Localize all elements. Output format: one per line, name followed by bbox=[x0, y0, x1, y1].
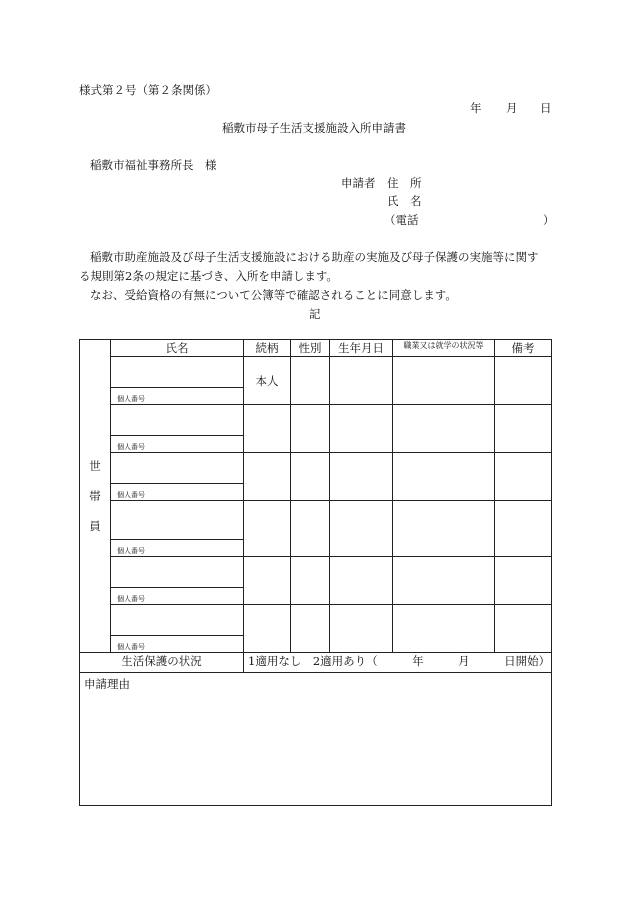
body-paragraph-2: なお、受給資格の有無について公簿等で確認されることに同意します。 bbox=[90, 288, 457, 302]
member-name-field[interactable] bbox=[111, 501, 244, 540]
personal-number-field[interactable] bbox=[111, 540, 244, 557]
phone-close: ） bbox=[543, 213, 555, 227]
remarks-field[interactable] bbox=[495, 357, 552, 405]
household-label bbox=[80, 340, 111, 653]
member-name-field[interactable] bbox=[111, 557, 244, 588]
remarks-field[interactable] bbox=[495, 405, 552, 453]
occupation-field[interactable] bbox=[393, 453, 495, 501]
occupation-field[interactable] bbox=[393, 605, 495, 653]
header-name: 氏名 bbox=[111, 340, 244, 357]
table-row bbox=[80, 605, 552, 636]
birthdate-field[interactable] bbox=[330, 453, 393, 501]
applicant-label: 申請者 bbox=[341, 176, 376, 190]
date-month: 月 bbox=[506, 101, 518, 115]
relation-field[interactable] bbox=[244, 405, 291, 453]
personal-number-label: 個人番号 bbox=[117, 643, 145, 651]
relation-field[interactable] bbox=[244, 605, 291, 653]
welfare-status-label: 生活保護の状況 bbox=[80, 653, 244, 673]
member-name-field[interactable] bbox=[111, 453, 244, 484]
gender-field[interactable] bbox=[291, 357, 330, 405]
relation-field[interactable] bbox=[244, 501, 291, 557]
remarks-field[interactable] bbox=[495, 501, 552, 557]
welfare-status-row bbox=[80, 653, 552, 673]
date-year: 年 bbox=[470, 101, 482, 115]
body-paragraph-1-line1: 稲敷市助産施設及び母子生活支援施設における助産の実施及び母子保護の実施等に関す bbox=[90, 250, 539, 264]
gender-field[interactable] bbox=[291, 453, 330, 501]
table-row bbox=[80, 501, 552, 540]
member-name-field[interactable] bbox=[111, 357, 244, 388]
ki-label: 記 bbox=[309, 307, 321, 321]
personal-number-label: 個人番号 bbox=[117, 491, 145, 499]
household-char: 帯 bbox=[89, 489, 101, 503]
header-birthdate: 生年月日 bbox=[330, 340, 393, 357]
reason-label: 申請理由 bbox=[84, 677, 130, 691]
birthdate-field[interactable] bbox=[330, 557, 393, 605]
member-name-field[interactable] bbox=[111, 405, 244, 436]
personal-number-label: 個人番号 bbox=[117, 547, 145, 555]
personal-number-field[interactable] bbox=[111, 388, 244, 405]
remarks-field[interactable] bbox=[495, 453, 552, 501]
occupation-field[interactable] bbox=[393, 501, 495, 557]
household-char: 世 bbox=[89, 459, 101, 473]
date-day: 日 bbox=[540, 101, 552, 115]
document-title: 稲敷市母子生活支援施設入所申請書 bbox=[222, 121, 406, 135]
relation-field[interactable] bbox=[244, 557, 291, 605]
reason-row bbox=[80, 673, 552, 806]
welfare-status-field[interactable]: 1適用なし 2適用あり（ 年 月 日開始） bbox=[244, 653, 552, 673]
header-relation: 続柄 bbox=[244, 340, 291, 357]
occupation-field[interactable] bbox=[393, 557, 495, 605]
gender-field[interactable] bbox=[291, 501, 330, 557]
birthdate-field[interactable] bbox=[330, 405, 393, 453]
personal-number-label: 個人番号 bbox=[117, 595, 145, 603]
header-remarks: 備考 bbox=[495, 340, 552, 357]
phone-open: （電話 bbox=[384, 213, 419, 227]
gender-field[interactable] bbox=[291, 605, 330, 653]
gender-field[interactable] bbox=[291, 405, 330, 453]
personal-number-field[interactable] bbox=[111, 436, 244, 453]
reason-field[interactable] bbox=[80, 673, 552, 806]
personal-number-field[interactable] bbox=[111, 588, 244, 605]
relation-field[interactable] bbox=[244, 453, 291, 501]
member-name-field[interactable] bbox=[111, 605, 244, 636]
header-occupation: 職業又は就学の状況等 bbox=[393, 340, 495, 357]
name-label: 氏 名 bbox=[387, 194, 422, 208]
birthdate-field[interactable] bbox=[330, 357, 393, 405]
addressee: 稲敷市福祉事務所長 様 bbox=[90, 158, 217, 172]
personal-number-field[interactable] bbox=[111, 636, 244, 653]
remarks-field[interactable] bbox=[495, 605, 552, 653]
birthdate-field[interactable] bbox=[330, 501, 393, 557]
occupation-field[interactable] bbox=[393, 405, 495, 453]
header-gender: 性別 bbox=[291, 340, 330, 357]
form-number: 様式第２号（第２条関係） bbox=[79, 83, 217, 97]
personal-number-field[interactable] bbox=[111, 484, 244, 501]
birthdate-field[interactable] bbox=[330, 605, 393, 653]
personal-number-label: 個人番号 bbox=[117, 443, 145, 451]
table-row bbox=[80, 405, 552, 436]
occupation-field[interactable] bbox=[393, 357, 495, 405]
address-label: 住 所 bbox=[387, 176, 422, 190]
table-row bbox=[80, 357, 552, 388]
table-row bbox=[80, 557, 552, 588]
remarks-field[interactable] bbox=[495, 557, 552, 605]
body-paragraph-1-line2: る規則第2条の規定に基づき、入所を申請します。 bbox=[79, 269, 338, 283]
personal-number-label: 個人番号 bbox=[117, 395, 145, 403]
relation-field[interactable]: 本人 bbox=[244, 357, 291, 405]
gender-field[interactable] bbox=[291, 557, 330, 605]
household-table bbox=[79, 339, 552, 806]
table-row bbox=[80, 453, 552, 484]
household-char: 員 bbox=[89, 519, 101, 533]
table-header-row bbox=[80, 340, 552, 357]
